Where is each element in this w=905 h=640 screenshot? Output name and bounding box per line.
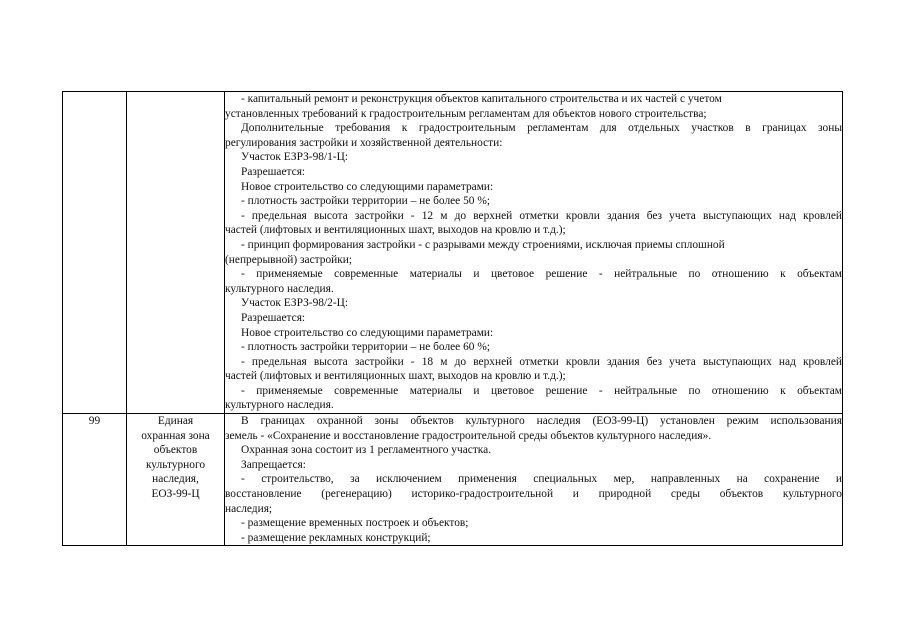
regulation-text-cell [225, 92, 843, 414]
zone-name-line: охранная зона [141, 429, 210, 442]
regulation-text-line: - размещение временных построек и объектов; [241, 517, 469, 530]
regulation-text-line: частей (лифтовых и вентиляционных шахт, выходов на кровлю и т.д.); [225, 370, 566, 383]
regulation-text-line: - плотность застройки территории – не более 60 %; [241, 341, 490, 354]
regulation-text-line: регулирования застройки и хозяйственной деятельности: [225, 136, 503, 149]
zone-name-cell [127, 92, 225, 414]
regulations-table-body [63, 92, 843, 546]
regulation-text-line: - капитальный ремонт и реконструкция объектов капитального строительства и их частей с учетом [241, 93, 722, 105]
zone-name-cell [127, 414, 225, 546]
regulation-text-line: Разрешается: [241, 165, 306, 178]
zone-name-line: ЕОЗ-99-Ц [151, 488, 200, 501]
regulation-text-line: Охранная зона состоит из 1 регламентного участка. [241, 444, 492, 457]
regulation-text-line: Участок ЕЗРЗ-98/1-Ц: [241, 151, 349, 164]
regulation-text-line: Новое строительство со следующими параметрами: [241, 326, 494, 339]
row-number-cell [63, 414, 127, 546]
zone-name-line: объектов [153, 444, 198, 457]
regulation-text-line: Запрещается: [241, 458, 306, 471]
regulation-text-line: культурного наследия. [225, 282, 334, 295]
table-row [63, 414, 843, 546]
regulation-text-line: - предельная высота застройки - 12 м до верхней отметки кровли здания без учета выступающих над кровлей [241, 209, 842, 222]
zone-name-line: Единая [157, 415, 194, 428]
regulation-text-line: - принцип формирования застройки - с разрывами между строениями, исключая приемы сплошной [241, 238, 725, 251]
regulation-text-line: установленных требований к градостроительным регламентам для объектов нового строительства; [225, 107, 707, 120]
regulation-text-line: культурного наследия. [225, 399, 334, 412]
regulation-text-line: частей (лифтовых и вентиляционных шахт, выходов на кровлю и т.д.); [225, 224, 566, 237]
row-number: 99 [88, 415, 101, 428]
regulation-text-line: В границах охранной зоны объектов культурного наследия (ЕОЗ-99-Ц) установлен режим использования [241, 415, 842, 428]
regulation-text-line: восстановление (регенерацию) историко-градостроительной и природной среды объектов культурного [225, 488, 842, 501]
regulation-text-line: - применяемые современные материалы и цветовое решение - нейтральные по отношению к объектам [241, 268, 842, 281]
regulation-text-line: - применяемые современные материалы и цветовое решение - нейтральные по отношению к объектам [241, 384, 842, 397]
regulation-text-line: Разрешается: [241, 311, 306, 324]
regulation-text-line: - плотность застройки территории – не более 50 %; [241, 195, 490, 208]
regulation-text-line: - строительство, за исключением применения специальных мер, направленных на сохранение и [241, 473, 842, 486]
regulation-text-line: Участок ЕЗРЗ-98/2-Ц: [241, 297, 349, 310]
row-number-cell [63, 92, 127, 414]
regulation-text-line: (непрерывной) застройки; [225, 253, 353, 266]
zone-name-line: культурного [145, 458, 206, 471]
regulation-text-line: - размещение рекламных конструкций; [241, 531, 431, 544]
regulation-text-cell [225, 414, 843, 546]
regulations-table [62, 91, 843, 546]
regulation-text-line: Новое строительство со следующими параметрами: [241, 180, 494, 193]
regulation-text-line: - предельная высота застройки - 18 м до верхней отметки кровли здания без учета выступающих над кровлей [241, 355, 842, 368]
regulation-text-line: наследия; [225, 502, 273, 515]
zone-name-line: наследия, [152, 473, 199, 486]
regulation-text-line: Дополнительные требования к градостроительным регламентам для отдельных участков в границах зоны [241, 122, 842, 135]
table-row [63, 92, 843, 414]
regulation-text-line: земель - «Сохранение и восстановление градостроительной среды объектов культурного наследия». [225, 429, 712, 442]
